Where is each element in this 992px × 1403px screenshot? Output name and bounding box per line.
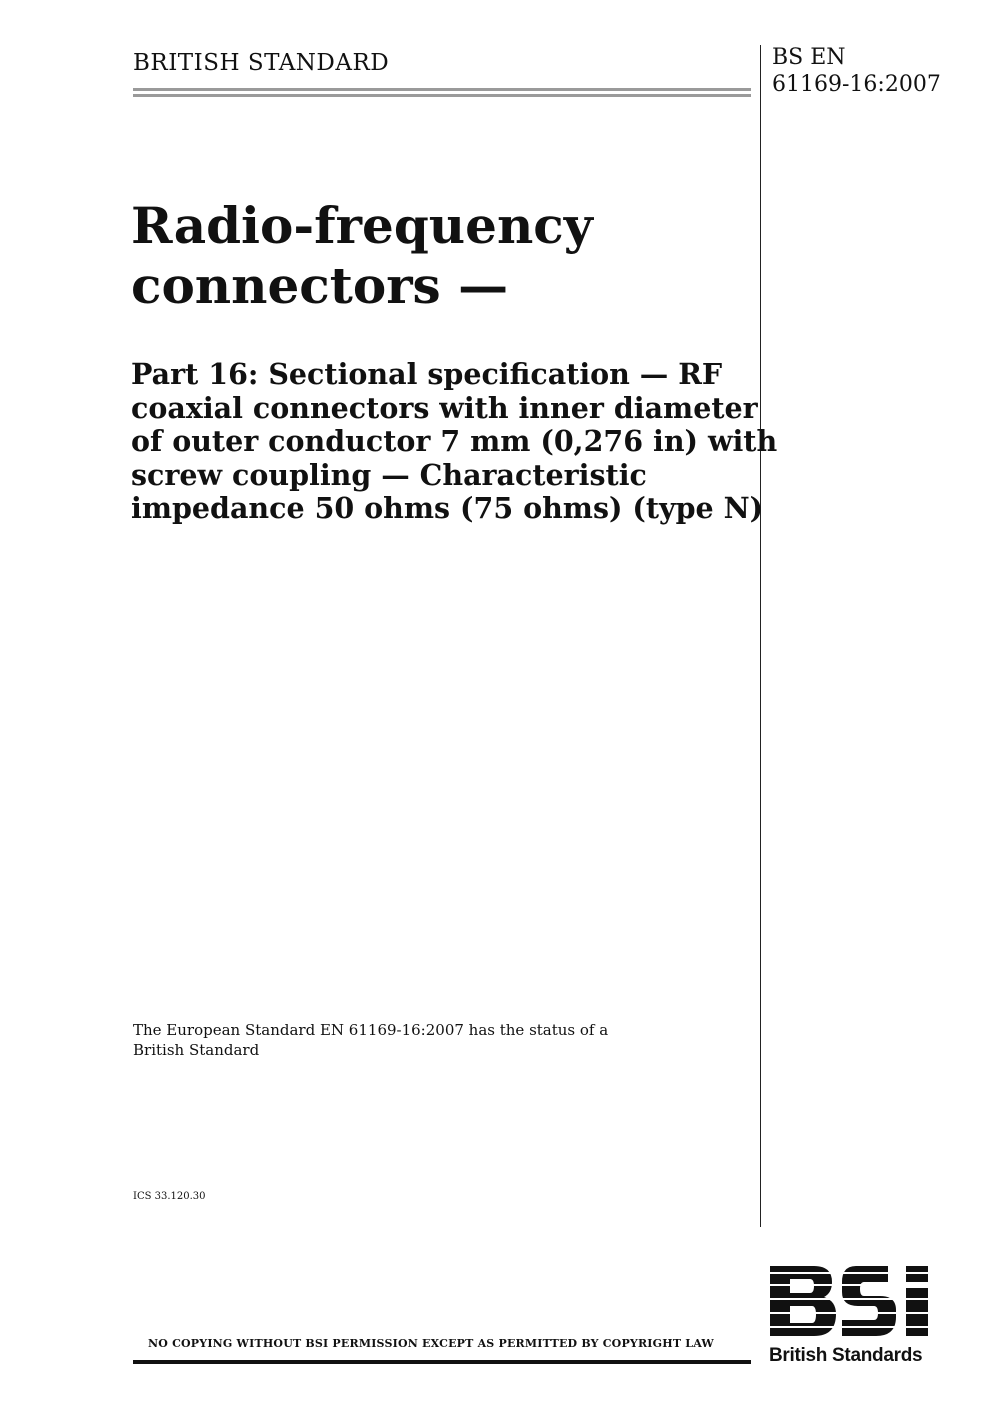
subtitle-line4: screw coupling — Characteristic — [131, 457, 647, 492]
document-title — [131, 196, 593, 316]
subtitle-line5: impedance 50 ohms (75 ohms) (type N) — [131, 491, 764, 525]
status-statement — [133, 1020, 608, 1060]
ics-code: ICS 33.120.30 — [133, 1191, 206, 1202]
header-rule-bottom — [133, 94, 751, 97]
copyright-notice: NO COPYING WITHOUT BSI PERMISSION EXCEPT AS PERMITTED BY COPYRIGHT LAW — [148, 1337, 714, 1350]
subtitle-line2: coaxial connectors with inner diameter — [131, 390, 758, 425]
standard-number-line1: BS EN — [772, 45, 846, 70]
standard-number-line2: 61169-16:2007 — [772, 72, 941, 97]
subtitle-line1: Part 16: Sectional specification — RF — [131, 357, 723, 391]
status-line2: British Standard — [133, 1041, 260, 1059]
document-subtitle — [131, 358, 777, 526]
status-line1: The European Standard EN 61169-16:2007 has the status of a — [133, 1021, 609, 1039]
standard-number — [772, 44, 941, 98]
header-rule-top — [133, 88, 751, 91]
logo-caption: British Standards — [769, 1345, 923, 1366]
title-line1: Radio-frequency — [131, 196, 593, 255]
subtitle-line3: of outer conductor 7 mm (0,276 in) with — [131, 424, 778, 458]
title-line2: connectors — — [131, 256, 509, 315]
margin-divider — [760, 45, 761, 1227]
document-type-label: BRITISH STANDARD — [133, 50, 390, 76]
footer-rule — [133, 1360, 751, 1364]
